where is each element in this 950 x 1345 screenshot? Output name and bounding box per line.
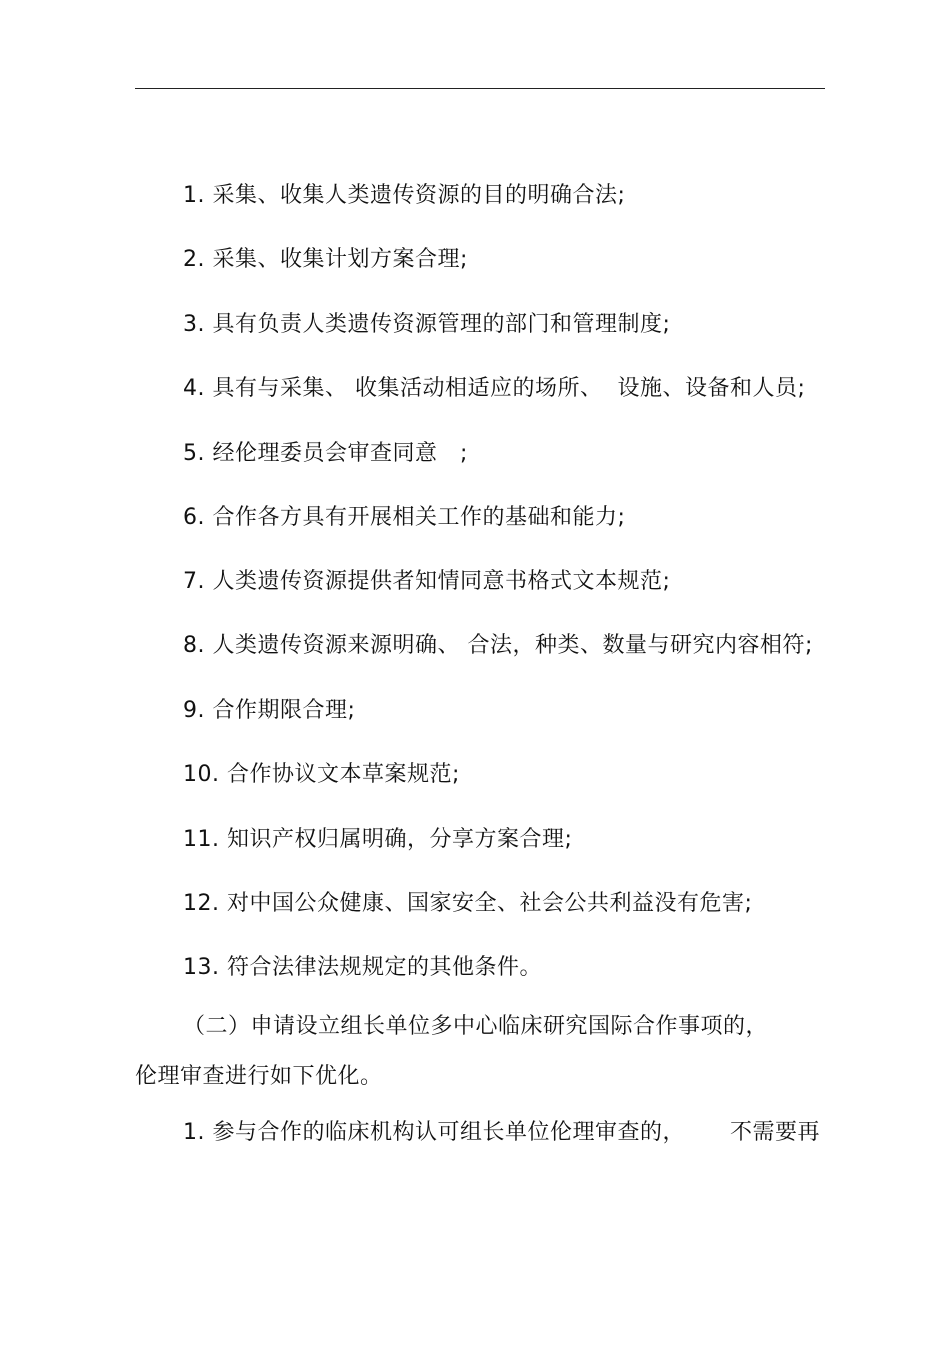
list-item: 1. 参与合作的临床机构认可组长单位伦理审查的， 不需要再 xyxy=(183,1120,820,1145)
list-item: 11. 知识产权归属明确，分享方案合理; xyxy=(183,827,573,852)
list-item: 1. 采集、收集人类遗传资源的目的明确合法; xyxy=(183,183,626,208)
list-item: 6. 合作各方具有开展相关工作的基础和能力; xyxy=(183,505,626,530)
list-item: 4. 具有与采集、 收集活动相适应的场所、 设施、设备和人员; xyxy=(183,376,806,401)
section-heading-continuation: 伦理审查进行如下优化。 xyxy=(135,1064,383,1089)
section-heading: （二）申请设立组长单位多中心临床研究国际合作事项的， xyxy=(183,1014,769,1039)
list-item: 12. 对中国公众健康、国家安全、社会公共利益没有危害; xyxy=(183,891,753,916)
list-item: 2. 采集、收集计划方案合理; xyxy=(183,247,468,272)
list-item: 5. 经伦理委员会审查同意 ; xyxy=(183,441,468,466)
list-item: 13. 符合法律法规规定的其他条件。 xyxy=(183,955,542,980)
list-item: 9. 合作期限合理; xyxy=(183,698,356,723)
list-item: 8. 人类遗传资源来源明确、 合法，种类、数量与研究内容相符; xyxy=(183,633,813,658)
list-item: 7. 人类遗传资源提供者知情同意书格式文本规范; xyxy=(183,569,671,594)
list-item: 10. 合作协议文本草案规范; xyxy=(183,762,460,787)
list-item: 3. 具有负责人类遗传资源管理的部门和管理制度; xyxy=(183,312,671,337)
header-rule xyxy=(135,88,825,89)
